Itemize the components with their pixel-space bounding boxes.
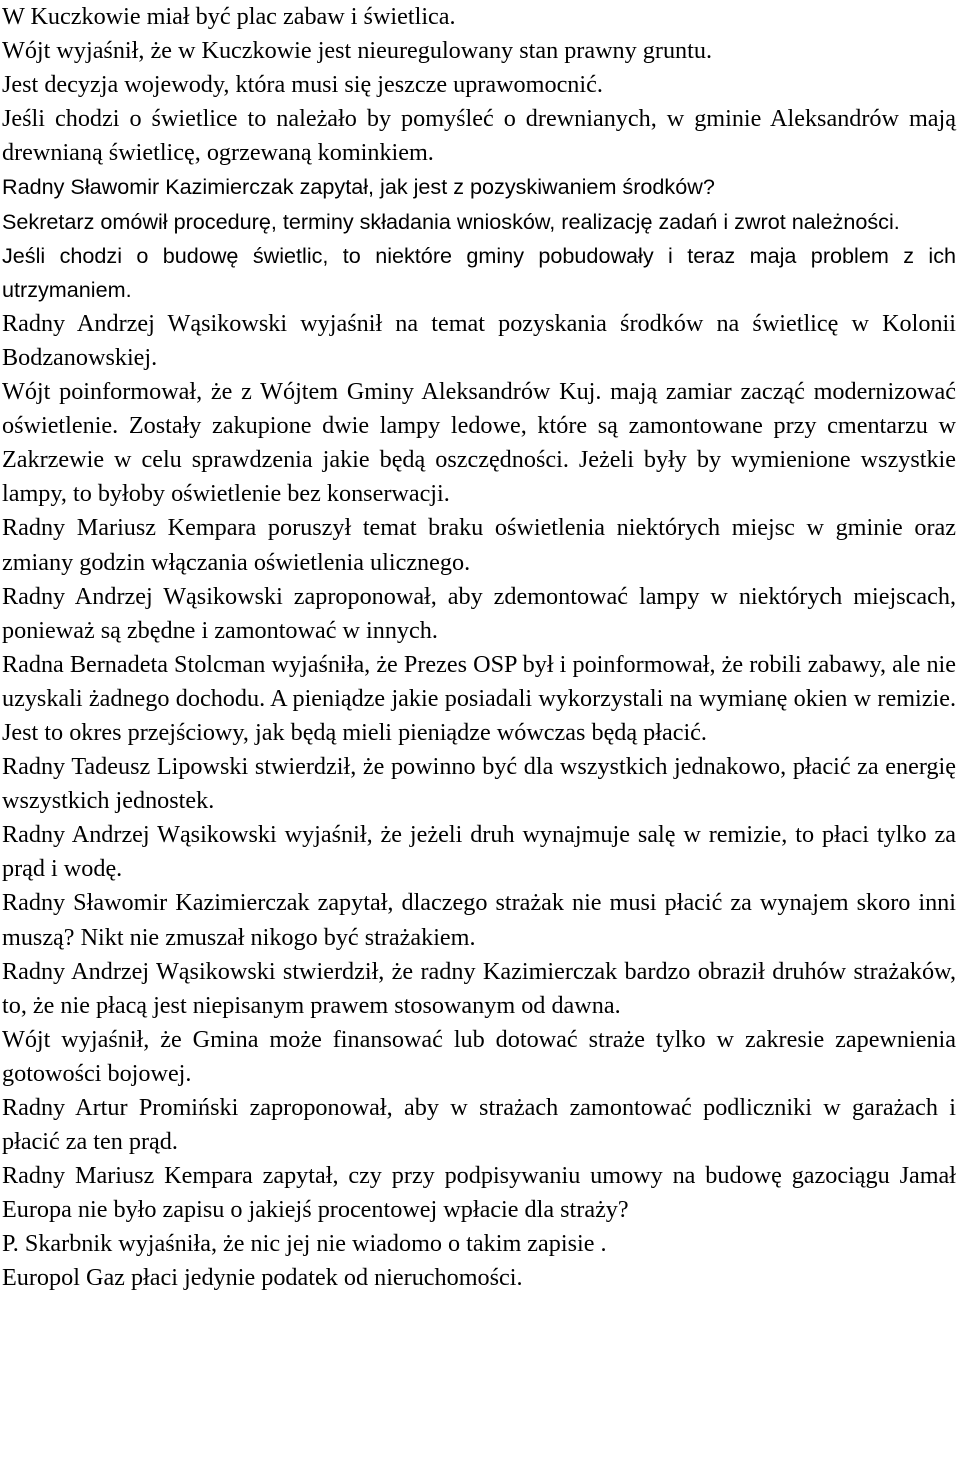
paragraph: Radny Andrzej Wąsikowski wyjaśnił na temat pozyskania środków na świetlicę w Kolonii Bodzanowskiej. [2, 309, 956, 371]
paragraph: P. Skarbnik wyjaśniła, że nic jej nie wiadomo o takim zapisie . [2, 1230, 607, 1258]
paragraph: Radny Sławomir Kazimierczak zapytał, dlaczego strażak nie musi płacić za wynajem skoro inni muszą? Nikt nie zmuszał nikogo być strażakiem. [2, 889, 956, 951]
paragraph: Sekretarz omówił procedurę, terminy składania wniosków, realizację zadań i zwrot należności. [2, 208, 900, 234]
paragraph: Wójt wyjaśnił, że w Kuczkowie jest nieuregulowany stan prawny gruntu. [2, 37, 712, 65]
paragraph: Radny Andrzej Wąsikowski zaproponował, aby zdemontować lampy w niektórych miejscach, ponieważ są zbędne i zamontować w innych. [2, 582, 956, 644]
paragraph: Radny Andrzej Wąsikowski stwierdził, że radny Kazimierczak bardzo obraził druhów strażaków, to, że nie płacą jest niepisanym prawem stosowanym od dawna. [2, 957, 956, 1019]
document-page [2, 0, 956, 1296]
paragraph: Jeśli chodzi o świetlice to należało by pomyśleć o drewnianych, w gminie Aleksandrów mają drewnianą świetlicę, ogrzewaną kominkiem. [2, 105, 956, 167]
paragraph: Radna Bernadeta Stolcman wyjaśniła, że Prezes OSP był i poinformował, że robili zabawy, ale nie uzyskali żadnego dochodu. A pieniądze jakie posiadali wykorzystali na wymianę okien w remizie. Jest to okres przejściowy, jak będą mieli pieniądze wówczas będą płacić. [2, 650, 956, 746]
paragraph: Wójt wyjaśnił, że Gmina może finansować lub dotować straże tylko w zakresie zapewnienia gotowości bojowej. [2, 1025, 956, 1087]
paragraph: Radny Andrzej Wąsikowski wyjaśnił, że jeżeli druh wynajmuje salę w remizie, to płaci tylko za prąd i wodę. [2, 821, 956, 883]
paragraph: W Kuczkowie miał być plac zabaw i świetlica. [2, 3, 456, 30]
paragraph: Radny Artur Promiński zaproponował, aby w strażach zamontować podliczniki w garażach i płacić za ten prąd. [2, 1094, 956, 1156]
paragraph: Jest decyzja wojewody, która musi się jeszcze uprawomocnić. [2, 71, 603, 99]
paragraph: Jeśli chodzi o budowę świetlic, to niektóre gminy pobudowały i teraz maja problem z ich utrzymaniem. [2, 242, 956, 302]
paragraph: Radny Mariusz Kempara poruszył temat braku oświetlenia niektórych miejsc w gminie oraz zmiany godzin włączania oświetlenia ulicznego. [2, 514, 956, 576]
paragraph: Radny Mariusz Kempara zapytał, czy przy podpisywaniu umowy na budowę gazociągu Jamał Europa nie było zapisu o jakiejś procentowej wpłacie dla straży? [2, 1162, 956, 1224]
paragraph: Europol Gaz płaci jedynie podatek od nieruchomości. [2, 1264, 523, 1292]
paragraph: Radny Tadeusz Lipowski stwierdził, że powinno być dla wszystkich jednakowo, płacić za energię wszystkich jednostek. [2, 753, 956, 815]
paragraph: Radny Sławomir Kazimierczak zapytał, jak jest z pozyskiwaniem środków? [2, 174, 715, 200]
paragraph: Wójt poinformował, że z Wójtem Gminy Aleksandrów Kuj. mają zamiar zacząć modernizować oświetlenie. Zostały zakupione dwie lampy ledowe, które są zamontowane przy cmentarzu w Zakrzewie w celu sprawdzenia jakie będą oszczędności. Jeżeli były by wymienione wszystkie lampy, to byłoby oświetlenie bez konserwacji. [2, 378, 956, 508]
